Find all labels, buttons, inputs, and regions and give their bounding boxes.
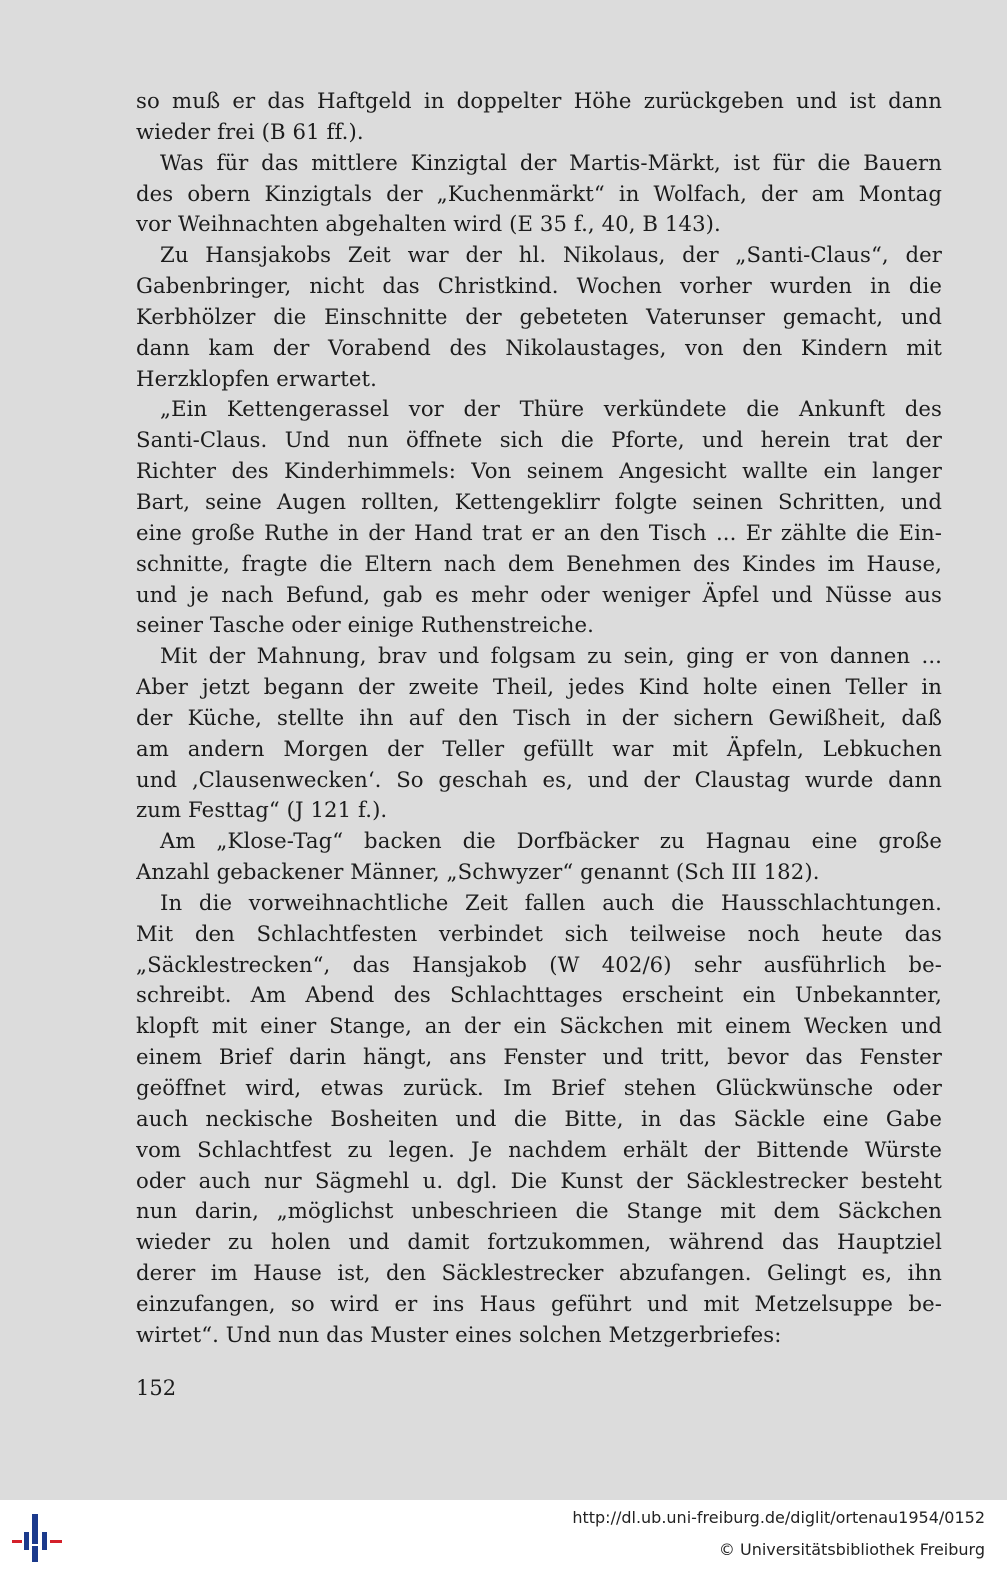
text-line: nun darin, „möglichst unbeschrieen die Stange mit dem Säckchen — [136, 1198, 942, 1224]
permalink-url[interactable]: http://dl.ub.uni-freiburg.de/diglit/ortenau1954/0152 — [572, 1508, 985, 1527]
text-line: klopft mit einer Stange, an der ein Säckchen mit einem Wecken und — [136, 1013, 942, 1039]
text-line: der Küche, stellte ihn auf den Tisch in der sichern Gewißheit, daß — [136, 704, 942, 730]
text-line: zum Festtag“ (J 121 f.). — [136, 797, 388, 823]
text-line: In die vorweihnachtliche Zeit fallen auch die Hausschlachtungen. — [160, 889, 942, 915]
ub-freiburg-logo-icon — [12, 1510, 64, 1566]
text-line: Herzklopfen erwartet. — [136, 365, 377, 391]
text-line: dann kam der Vorabend des Nikolaustages, von den Kindern mit — [136, 334, 942, 360]
text-line: Kerbhölzer die Einschnitte der gebeteten Vaterunser gemacht, und — [136, 303, 942, 329]
text-line: wirtet“. Und nun das Muster eines solchen Metzgerbriefes: — [136, 1321, 782, 1347]
text-line: einem Brief darin hängt, ans Fenster und tritt, bevor das Fenster — [136, 1044, 942, 1070]
text-line: und je nach Befund, gab es mehr oder weniger Äpfel und Nüsse aus — [136, 581, 942, 607]
text-line: geöffnet wird, etwas zurück. Im Brief stehen Glückwünsche oder — [136, 1075, 942, 1100]
text-line: Was für das mittlere Kinzigtal der Martis-Märkt, ist für die Bauern — [160, 149, 942, 175]
text-line: schnitte, fragte die Eltern nach dem Benehmen des Kindes im Hause, — [136, 550, 942, 576]
text-line: Mit der Mahnung, brav und folgsam zu sein, ging er von dannen ... — [160, 643, 942, 669]
text-line: einzufangen, so wird er ins Haus geführt und mit Metzelsuppe be- — [136, 1290, 942, 1316]
text-line: Zu Hansjakobs Zeit war der hl. Nikolaus, der „Santi-Claus“, der — [160, 242, 942, 268]
text-line: auch neckische Bosheiten und die Bitte, in das Säckle eine Gabe — [136, 1105, 942, 1131]
text-line: vom Schlachtfest zu legen. Je nachdem erhält der Bittende Würste — [136, 1136, 942, 1162]
text-line: Mit den Schlachtfesten verbindet sich teilweise noch heute das — [136, 920, 942, 946]
text-line: seiner Tasche oder einige Ruthenstreiche. — [136, 612, 594, 638]
viewer-footer — [0, 1500, 1007, 1576]
text-line: Richter des Kinderhimmels: Von seinem Angesicht wallte ein langer — [136, 458, 942, 484]
text-line: schreibt. Am Abend des Schlachttages erscheint ein Unbekannter, — [136, 982, 942, 1008]
text-line: Am „Klose-Tag“ backen die Dorfbäcker zu Hagnau eine große — [160, 828, 942, 854]
text-line: Anzahl gebackener Männer, „Schwyzer“ genannt (Sch III 182). — [136, 859, 820, 885]
text-line: wieder frei (B 61 ff.). — [136, 118, 364, 144]
copyright-notice: © Universitätsbibliothek Freiburg — [718, 1540, 985, 1559]
text-line: so muß er das Haftgeld in doppelter Höhe zurückgeben und ist dann — [136, 88, 942, 113]
text-line: des obern Kinzigtals der „Kuchenmärkt“ in Wolfach, der am Montag — [136, 180, 942, 206]
text-line: am andern Morgen der Teller gefüllt war mit Äpfeln, Lebkuchen — [136, 735, 942, 761]
text-line: wieder zu holen und damit fortzukommen, während das Hauptziel — [136, 1229, 942, 1255]
page-body-text — [136, 86, 942, 1351]
text-line: Santi-Claus. Und nun öffnete sich die Pforte, und herein trat der — [136, 427, 942, 453]
text-line: vor Weihnachten abgehalten wird (E 35 f., 40, B 143). — [136, 211, 721, 237]
text-line: Aber jetzt begann der zweite Theil, jedes Kind holte einen Teller in — [136, 674, 942, 700]
text-line: oder auch nur Sägmehl u. dgl. Die Kunst der Säcklestrecker besteht — [136, 1167, 942, 1193]
text-line: Gabenbringer, nicht das Christkind. Wochen vorher wurden in die — [136, 273, 942, 299]
text-line: eine große Ruthe in der Hand trat er an den Tisch ... Er zählte die Ein- — [136, 519, 942, 545]
text-line: „Ein Kettengerassel vor der Thüre verkündete die Ankunft des — [160, 396, 942, 422]
page-number: 152 — [136, 1376, 177, 1400]
text-line: „Säcklestrecken“, das Hansjakob (W 402/6) sehr ausführlich be- — [136, 951, 942, 977]
text-line: Bart, seine Augen rollten, Kettengeklirr folgte seinen Schritten, und — [136, 488, 942, 514]
text-line: und ‚Clausenwecken‘. So geschah es, und der Claustag wurde dann — [136, 766, 942, 792]
text-line: derer im Hause ist, den Säcklestrecker abzufangen. Gelingt es, ihn — [136, 1260, 942, 1286]
